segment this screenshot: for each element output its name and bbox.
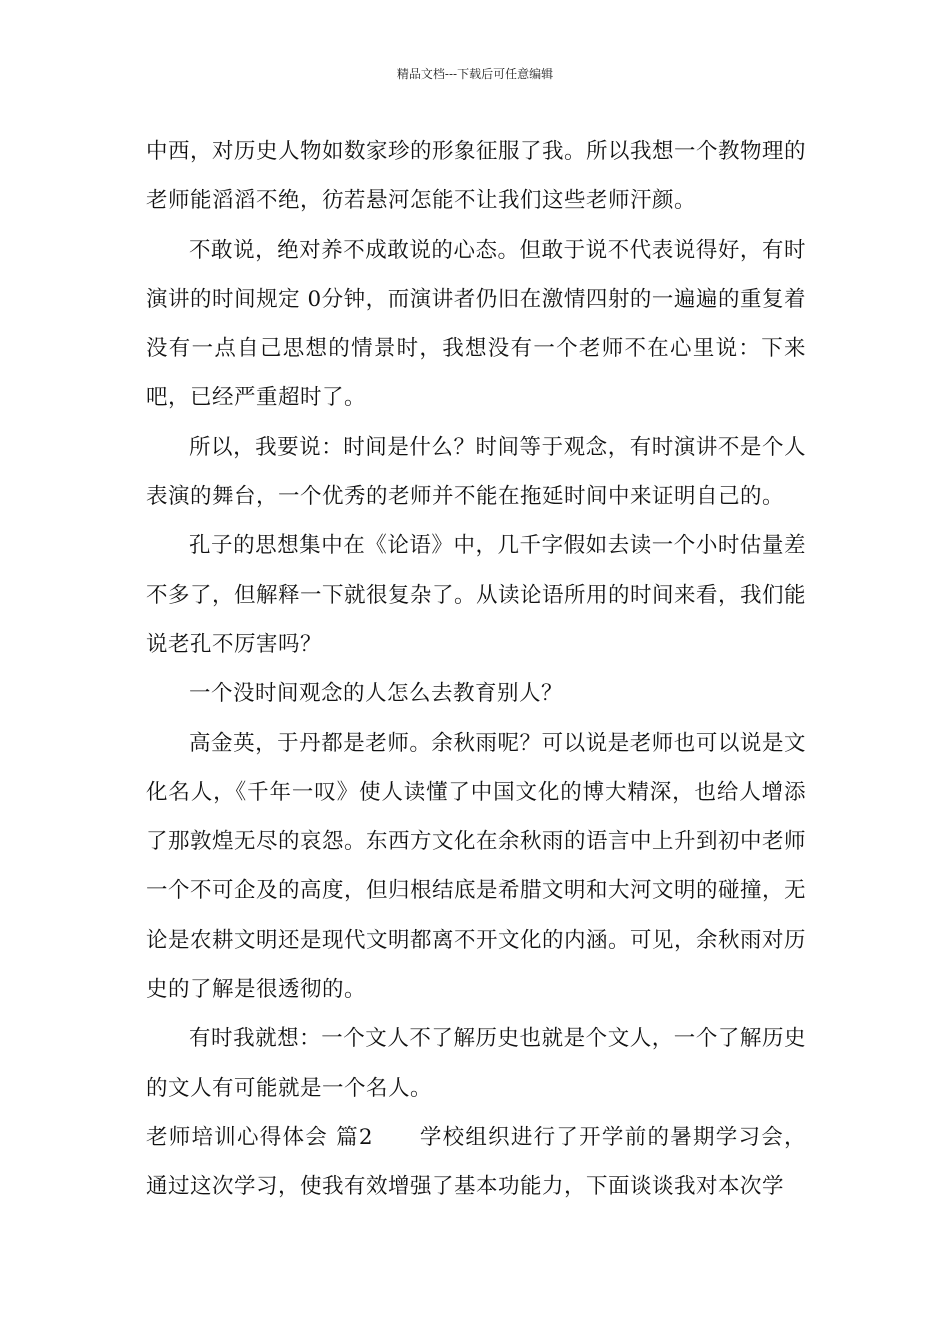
paragraph: 一个没时间观念的人怎么去教育别人？ <box>189 681 564 707</box>
paragraph: 高金英，于丹都是老师。余秋雨呢？可以说是老师也可以说是文化名人，《千年一叹》使人读懂了中国文化的博大精深，也给人增添了那敦煌无尽的哀怨。东西方文化在余秋雨的语言中上升到初中老师一个不可企及的高度，但归根结底是希腊文明和大河文明的碰撞，无论是农耕文明还是现代文明都离不开文化的内涵。可见，余秋雨对历史的了解是很透彻的。 <box>146 730 807 1003</box>
paragraph: 有时我就想：一个文人不了解历史也就是个文人，一个了解历史的文人有可能就是一个名人。 <box>146 1026 806 1101</box>
paragraph: 孔子的思想集中在《论语》中，几千字假如去读一个小时估量差不多了，但解释一下就很复杂了。从读论语所用的时间来看，我们能说老孔不厉害吗？ <box>146 533 807 657</box>
section-text: 学校组织进行了开学前的暑期学习会，通过这次学习，使我有效增强了基本功能力，下面谈谈我对本次学 <box>146 1124 806 1200</box>
paragraph-continuation: 中西，对历史人物如数家珍的形象征服了我。所以我想一个教物理的老师能滔滔不绝，彷若悬河怎能不让我们这些老师汗颜。 <box>146 139 807 214</box>
paragraph: 所以，我要说：时间是什么？时间等于观念，有时演讲不是个人表演的舞台，一个优秀的老师并不能在拖延时间中来证明自己的。 <box>146 434 806 510</box>
page-header: 精品文档---下载后可任意编辑 <box>396 67 554 81</box>
section-title: 老师培训心得体会 篇2 <box>146 1124 374 1150</box>
section-paragraph <box>146 1113 806 1212</box>
paragraph: 不敢说，绝对养不成敢说的心态。但敢于说不代表说得好，有时演讲的时间规定 0分钟，而演讲者仍旧在激情四射的一遍遍的重复着没有一点自己思想的情景时，我想没有一个老师不在心里说：下来吧，已经严重超时了。 <box>146 237 806 411</box>
document-body <box>146 127 806 1212</box>
